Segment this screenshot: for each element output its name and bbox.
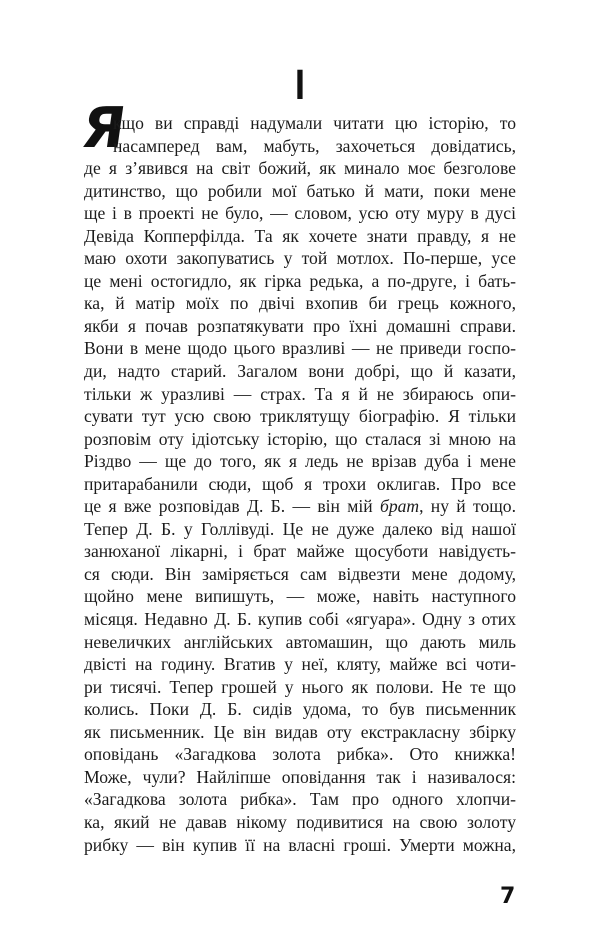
chapter-number: I — [294, 63, 306, 109]
text-line: оповідань «Загадкова золота рибка». Ото книжка! — [84, 744, 516, 765]
text-line: Тепер Д. Б. у Голлівуді. Це не дуже далеко від нашої — [84, 518, 516, 539]
text-line: Різдво — ще до того, як я ледь не врізав дуба і мене — [84, 451, 516, 472]
text-line: ще і в проекті не було, — словом, усю оту муру в дусі — [84, 203, 516, 224]
text-line: невеличких англійських автомашин, що дають миль — [84, 631, 516, 652]
text-line: «Загадкова золота рибка». Там про одного хлопчи- — [84, 789, 516, 810]
page-number: 7 — [500, 884, 516, 909]
text-line: місяця. Недавно Д. Б. купив собі «ягуара». Одну з отих — [84, 609, 516, 630]
text-line: ся сюди. Він заміряється сам відвезти мене додому, — [84, 563, 516, 584]
text-line: ка, й матір моїх по двічі вхопив би грець кожного, — [84, 293, 516, 314]
text-line: ка, який не давав нікому подивитися на свою золоту — [84, 811, 516, 832]
text-line: Вони в мене щодо цього вразливі — не приведи госпо- — [84, 338, 516, 359]
text-line: двісті на годину. Вгатив у неї, кляту, майже всі чоти- — [84, 654, 516, 675]
text-line — [84, 495, 516, 518]
text-line: притарабанили сюди, щоб я трохи оклигав. Про все — [84, 473, 516, 494]
text-line: кщо ви справді надумали читати цю історію, то — [113, 113, 516, 133]
text-segment: це я вже розповідав Д. Б. — він мій — [84, 496, 380, 517]
text-line: Девіда Копперфілда. Та як хочете знати правду, я не — [84, 225, 516, 246]
text-line: ди, надто старий. Загалом вони добрі, що й казати, — [84, 361, 516, 382]
text-segment: , ну й тощо. — [419, 496, 516, 517]
text-line: де я з’явився на світ божий, як минало моє безголове — [84, 158, 516, 179]
text-line: як письменник. Це він видав оту екстракласну збірку — [84, 721, 516, 742]
text-line: ри тисячі. Тепер грошей у нього як полови. Не те що — [84, 676, 516, 697]
text-line: це мені остогидло, як гірка редька, а по-друге, і бать- — [84, 270, 516, 291]
text-line: розповім оту ідіотську історію, що сталася зі мною на — [84, 428, 516, 449]
text-line: маю охоти закопуватись у той мотлох. По-перше, усе — [84, 248, 516, 269]
text-line: колись. Поки Д. Б. сидів удома, то був письменник — [84, 699, 516, 720]
page-body-text — [84, 112, 516, 856]
text-line: якби я почав розпатякувати про їхні домашні справи. — [84, 315, 516, 336]
drop-cap: Я — [77, 96, 130, 161]
text-line: Може, чули? Найліпше оповідання так і називалося: — [84, 766, 516, 787]
text-line: рибку — він купив її на власні гроші. Умерти можна, — [84, 834, 516, 855]
text-line: тільки ж уразливі — страх. Та я й не збираюсь опи- — [84, 383, 516, 404]
emphasized-word: брат — [379, 496, 420, 517]
text-line: насамперед вам, мабуть, захочеться довідатись, — [113, 135, 516, 156]
text-line: щойно мене випишуть, — може, навіть наступного — [84, 586, 516, 607]
text-line: сувати тут усю свою триклятущу біографію. Я тільки — [84, 406, 516, 427]
text-line: занюханої лікарні, і брат майже щосуботи навідуєть- — [84, 541, 516, 562]
text-line: дитинство, що робили мої батько й мати, поки мене — [84, 180, 516, 201]
